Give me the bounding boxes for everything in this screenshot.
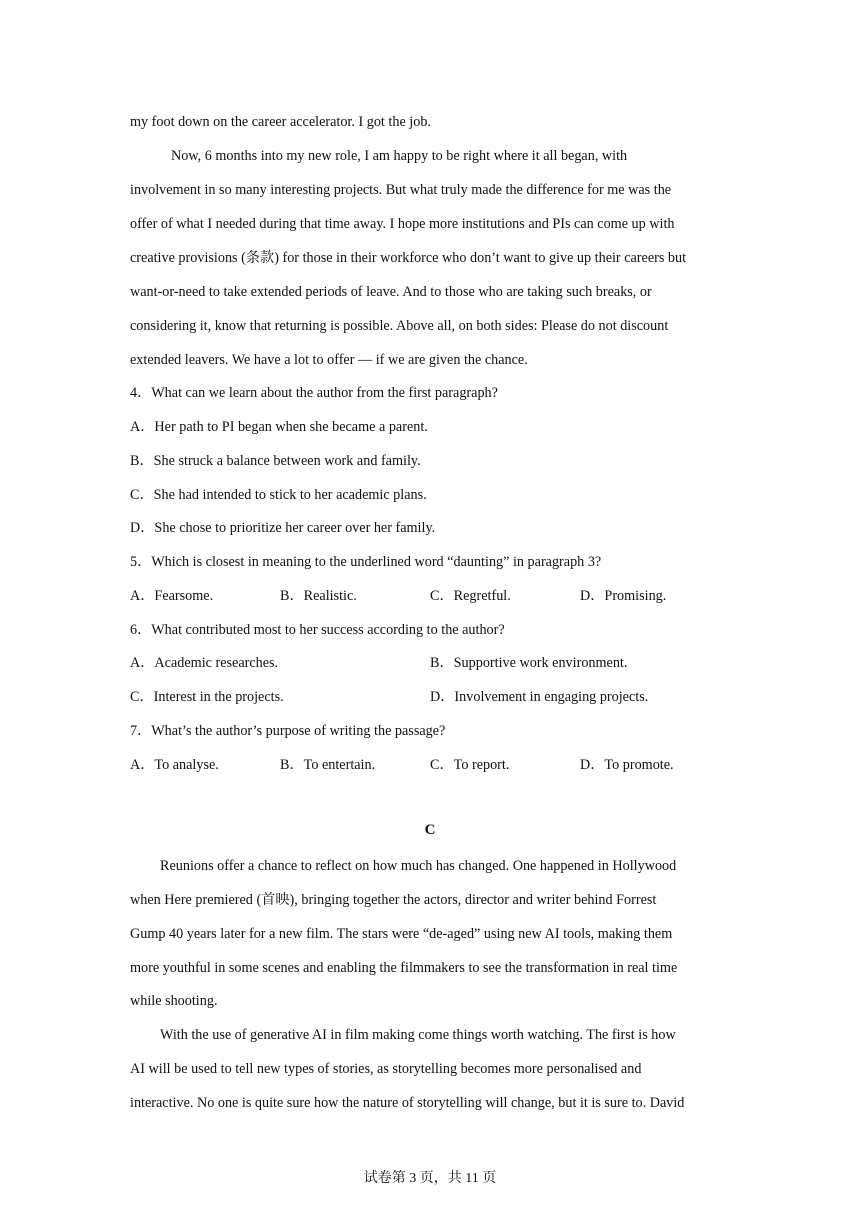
answer-option: B．Supportive work environment. xyxy=(430,655,628,671)
passage-c-line: Gump 40 years later for a new film. The stars were “de-aged” using new AI tools, making them xyxy=(130,926,673,942)
passage-c-line: Reunions offer a chance to reflect on how much has changed. One happened in Hollywood xyxy=(160,858,677,874)
answer-option: B．She struck a balance between work and family. xyxy=(130,453,421,469)
answer-option: D．To promote. xyxy=(580,757,674,773)
passage-c-line: when Here premiered (首映), bringing together the actors, director and writer behind Forrest xyxy=(130,892,657,908)
answer-option: C．She had intended to stick to her academic plans. xyxy=(130,487,427,503)
answer-option: C．Regretful. xyxy=(430,588,511,604)
answer-option: D．Involvement in engaging projects. xyxy=(430,689,649,705)
question-stem: 7．What’s the author’s purpose of writing the passage? xyxy=(130,723,446,739)
passage-c-line: AI will be used to tell new types of stories, as storytelling becomes more personalised and xyxy=(130,1061,642,1077)
passage-c-line: more youthful in some scenes and enabling the filmmakers to see the transformation in real time xyxy=(130,960,678,976)
passage-b-line: considering it, know that returning is possible. Above all, on both sides: Please do not discount xyxy=(130,318,669,334)
passage-c-line: With the use of generative AI in film making come things worth watching. The first is how xyxy=(160,1027,676,1043)
question-stem: 4．What can we learn about the author from the first paragraph? xyxy=(130,385,498,401)
question-stem: 5．Which is closest in meaning to the underlined word “daunting” in paragraph 3? xyxy=(130,554,602,570)
answer-option: D．She chose to prioritize her career over her family. xyxy=(130,520,436,536)
section-heading: C xyxy=(424,822,436,838)
passage-b-line: Now, 6 months into my new role, I am happy to be right where it all began, with xyxy=(171,148,628,164)
answer-option: A．Academic researches. xyxy=(130,655,279,671)
answer-option: B．To entertain. xyxy=(280,757,376,773)
answer-option: A．Her path to PI began when she became a parent. xyxy=(130,419,428,435)
passage-b-line: extended leavers. We have a lot to offer — if we are given the chance. xyxy=(130,352,528,368)
passage-b-line: my foot down on the career accelerator. I got the job. xyxy=(130,114,431,130)
passage-c-line: interactive. No one is quite sure how the nature of storytelling will change, but it is sure to. David xyxy=(130,1095,685,1111)
passage-b-line: want-or-need to take extended periods of leave. And to those who are taking such breaks, or xyxy=(130,284,652,300)
page-footer: 试卷第 3 页，共 11 页 xyxy=(363,1171,497,1186)
answer-option: D．Promising. xyxy=(580,588,667,604)
passage-b-line: involvement in so many interesting projects. But what truly made the difference for me was the xyxy=(130,182,672,198)
answer-option: A．To analyse. xyxy=(130,757,219,773)
answer-option: C．Interest in the projects. xyxy=(130,689,284,705)
answer-option: A．Fearsome. xyxy=(130,588,214,604)
answer-option: B．Realistic. xyxy=(280,588,357,604)
answer-option: C．To report. xyxy=(430,757,510,773)
passage-b-line: offer of what I needed during that time away. I hope more institutions and PIs can come up with xyxy=(130,216,675,232)
question-stem: 6．What contributed most to her success according to the author? xyxy=(130,622,505,638)
passage-b-line: creative provisions (条款) for those in their workforce who don’t want to give up their careers but xyxy=(130,250,687,266)
passage-c-line: while shooting. xyxy=(130,993,218,1009)
